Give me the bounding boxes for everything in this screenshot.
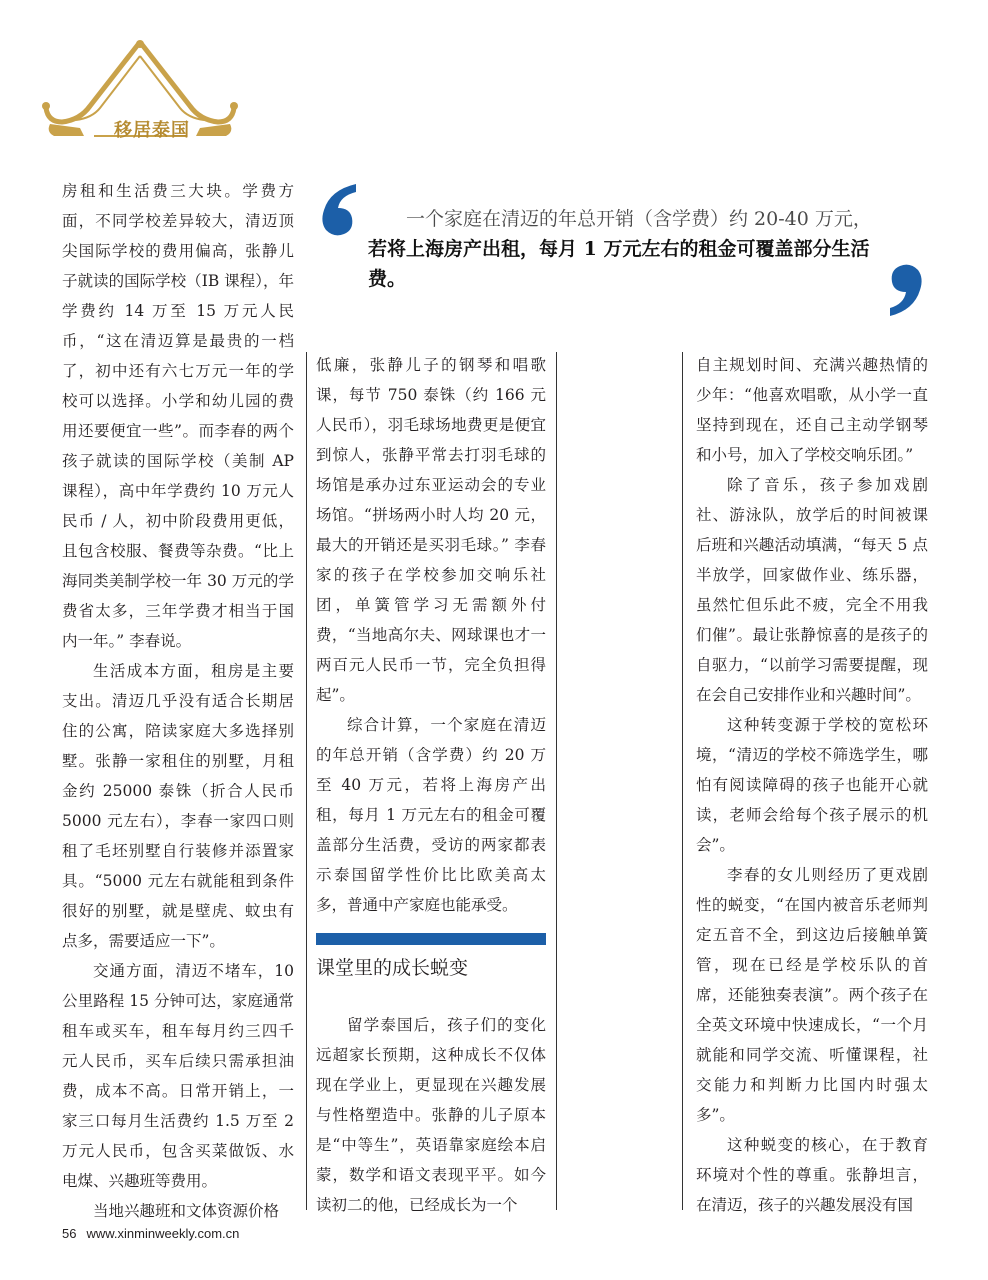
section-logo [40,36,240,152]
article-column-1 [62,176,294,1220]
pull-quote [368,204,878,294]
article-column-2 [316,350,546,914]
column-divider [556,352,557,1210]
paragraph: 生活成本方面，租房是主要支出。清迈几乎没有适合长期居住的公寓，陪读家庭大多选择别墅。张静一家租住的别墅，月租金约 25000 泰铢（折合人民币 5000 元左右），李春一家四口则租了毛坯别墅自行装修并添置家具。“5000 元左右就能租到条件很好的别墅，就是壁虎、蚊虫有点多，需要适应一下”。 [62,662,294,950]
page-footer [62,1226,249,1241]
paragraph: 留学泰国后，孩子们的变化远超家长预期，这种成长不仅体现在学业上，更显现在兴趣发展与性格塑造中。张静的儿子原本是“中等生”，英语靠家庭绘本启蒙，数学和语文表现平平。如今读初二的他，已经成长为一个 [316,1016,546,1214]
paragraph: 低廉，张静儿子的钢琴和唱歌课，每节 750 泰铢（约 166 元人民币），羽毛球场地费更是便宜到惊人，张静平常去打羽毛球的场馆是承办过东亚运动会的专业场馆。“拼场两小时人均 20 元，最大的开销还是买羽毛球。” 李春家的孩子在学校参加交响乐社团，单簧管学习无需额外付费，“当地高尔夫、网球课也才一两百元人民币一节，完全负担得起”。 [316,356,546,704]
pull-quote-line-2: 若将上海房产出租，每月 1 万元左右的租金可覆盖部分生活费。 [368,238,870,290]
paragraph: 交通方面，清迈不堵车，10 公里路程 15 分钟可达，家庭通常租车或买车，租车每月约三四千元人民币，买车后续只需承担油费，成本不高。日常开销上，一家三口每月生活费约 1.5 万至 2 万元人民币，包含买菜做饭、水电煤、兴趣班等费用。 [62,962,294,1190]
article-column-3 [696,350,928,1220]
section-heading: 课堂里的成长蜕变 [316,957,469,979]
open-quote-icon [312,180,358,238]
paragraph: 这种转变源于学校的宽松环境，“清迈的学校不筛选学生，哪怕有阅读障碍的孩子也能开心就读，老师会给每个孩子展示的机会”。 [696,716,928,854]
section-label: 移居泰国 [114,120,190,141]
paragraph: 房租和生活费三大块。学费方面，不同学校差异较大，清迈顶尖国际学校的费用偏高，张静儿子就读的国际学校（IB 课程），年学费约 14 万至 15 万元人民币，“这在清迈算是最贵的一档了，初中还有六七万元一年的学校可以选择。小学和幼儿园的费用还要便宜一些”。而李春的两个孩子就读的国际学校（美制 AP 课程），高中年学费约 10 万元人民币 / 人，初中阶段费用更低，且包含校服、餐费等杂费。“比上海同类美制学校一年 30 万元的学费省太多，三年学费才相当于国内一年。” 李春说。 [62,182,294,650]
section-heading-bar [316,933,546,945]
column-divider [682,352,683,1210]
paragraph: 自主规划时间、充满兴趣热情的少年：“他喜欢唱歌，从小学一直坚持到现在，还自己主动学钢琴和小号，加入了学校交响乐团。” [696,356,928,464]
pull-quote-line-1: 一个家庭在清迈的年总开销（含学费）约 20-40 万元， [406,208,872,230]
paragraph: 除了音乐，孩子参加戏剧社、游泳队，放学后的时间被课后班和兴趣活动填满，“每天 5 点半放学，回家做作业、练乐器，虽然忙但乐此不疲，完全不用我们催”。最让张静惊喜的是孩子的自驱力，“以前学习需要提醒，现在会自己安排作业和兴趣时间”。 [696,476,928,704]
page-number: 56 [62,1226,77,1241]
paragraph: 综合计算，一个家庭在清迈的年总开销（含学费）约 20 万至 40 万元，若将上海房产出租，每月 1 万元左右的租金可覆盖部分生活费，受访的两家都表示泰国留学性价比比欧美高太多，普通中产家庭也能承受。 [316,716,546,914]
article-column-2-lower [316,1010,546,1220]
close-quote-icon [888,262,930,320]
paragraph: 当地兴趣班和文体资源价格 [93,1202,280,1220]
paragraph: 这种蜕变的核心，在于教育环境对个性的尊重。张静坦言，在清迈，孩子的兴趣发展没有国 [696,1136,928,1214]
website-url: www.xinminweekly.com.cn [86,1226,240,1241]
paragraph: 李春的女儿则经历了更戏剧性的蜕变，“在国内被音乐老师判定五音不全，到这边后接触单簧管，现在已经是学校乐队的首席，还能独奏表演”。两个孩子在全英文环境中快速成长，“一个月就能和同学交流、听懂课程，社交能力和判断力比国内时强太多”。 [696,866,928,1124]
column-divider [306,352,307,1210]
